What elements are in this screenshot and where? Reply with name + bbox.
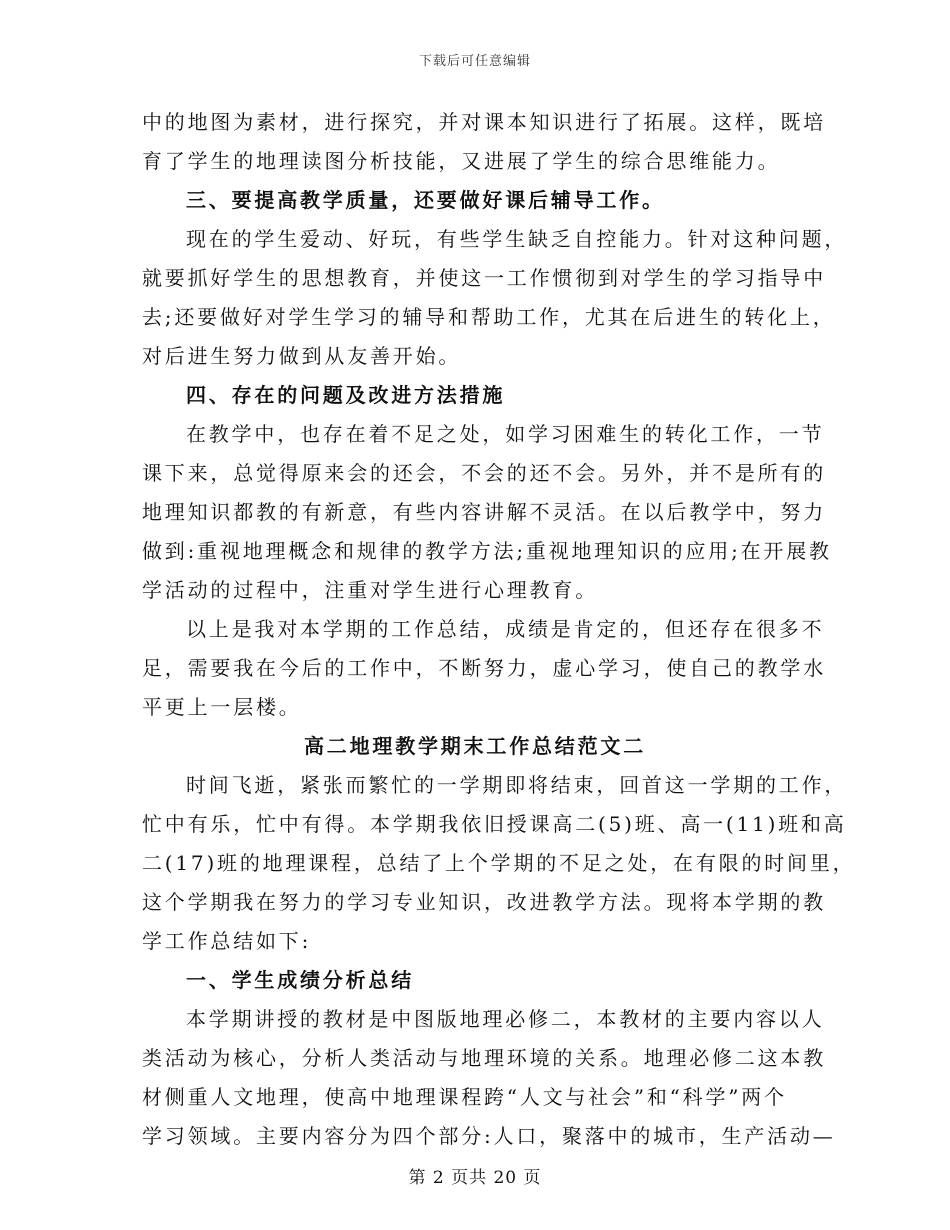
body-line: 去;还要做好对学生学习的辅导和帮助工作，尤其在后进生的转化上， bbox=[142, 305, 836, 329]
body-line: 类活动为核心，分析人类活动与地理环境的关系。地理必修二这本教 bbox=[142, 1046, 826, 1070]
body-line: 做到:重视地理概念和规律的教学方法;重视地理知识的应用;在开展教 bbox=[142, 539, 832, 563]
body-line: 二(17)班的地理课程，总结了上个学期的不足之处，在有限的时间里， bbox=[142, 851, 856, 875]
body-line: 现在的学生爱动、好玩，有些学生缺乏自控能力。针对这种问题， bbox=[186, 227, 848, 251]
page-footer: 第 2 页共 20 页 bbox=[408, 1168, 542, 1188]
section-heading: 一、学生成绩分析总结 bbox=[186, 968, 414, 992]
body-line: 本学期讲授的教材是中图版地理必修二，本教材的主要内容以人 bbox=[186, 1007, 825, 1031]
document-title: 高二地理教学期末工作总结范文二 bbox=[304, 734, 646, 758]
body-line: 对后进生努力做到从友善开始。 bbox=[142, 344, 462, 368]
section-heading: 三、要提高教学质量，还要做好课后辅导工作。 bbox=[186, 188, 665, 212]
body-line: 平更上一层楼。 bbox=[142, 695, 302, 719]
body-line: 学工作总结如下: bbox=[142, 929, 312, 953]
body-line: 学习领域。主要内容分为四个部分:人口，聚落中的城市，生产活动— bbox=[142, 1124, 836, 1148]
document-body bbox=[142, 103, 856, 1156]
body-line: 地理知识都教的有新意，有些内容讲解不灵活。在以后教学中，努力 bbox=[142, 500, 826, 524]
body-line: 忙中有乐，忙中有得。本学期我依旧授课高二(5)班、高一(11)班和高 bbox=[142, 812, 847, 836]
section-heading: 四、存在的问题及改进方法措施 bbox=[186, 383, 506, 407]
page-header: 下载后可任意编辑 bbox=[418, 54, 531, 69]
body-line: 材侧重人文地理，使高中地理课程跨“人文与社会”和“科学”两个 bbox=[142, 1085, 787, 1109]
body-line: 中的地图为素材，进行探究，并对课本知识进行了拓展。这样，既培 bbox=[142, 110, 826, 134]
body-line: 课下来，总觉得原来会的还会，不会的还不会。另外，并不是所有的 bbox=[142, 461, 826, 485]
body-line: 这个学期我在努力的学习专业知识，改进教学方法。现将本学期的教 bbox=[142, 890, 826, 914]
body-line: 足，需要我在今后的工作中，不断努力，虚心学习，使自己的教学水 bbox=[142, 656, 826, 680]
body-line: 以上是我对本学期的工作总结，成绩是肯定的，但还存在很多不 bbox=[186, 617, 825, 641]
body-line: 时间飞逝，紧张而繁忙的一学期即将结束，回首这一学期的工作， bbox=[186, 773, 848, 797]
body-line: 在教学中，也存在着不足之处，如学习困难生的转化工作，一节 bbox=[186, 422, 825, 446]
body-line: 学活动的过程中，注重对学生进行心理教育。 bbox=[142, 578, 598, 602]
body-line: 育了学生的地理读图分析技能，又进展了学生的综合思维能力。 bbox=[142, 149, 781, 173]
body-line: 就要抓好学生的思想教育，并使这一工作惯彻到对学生的学习指导中 bbox=[142, 266, 826, 290]
